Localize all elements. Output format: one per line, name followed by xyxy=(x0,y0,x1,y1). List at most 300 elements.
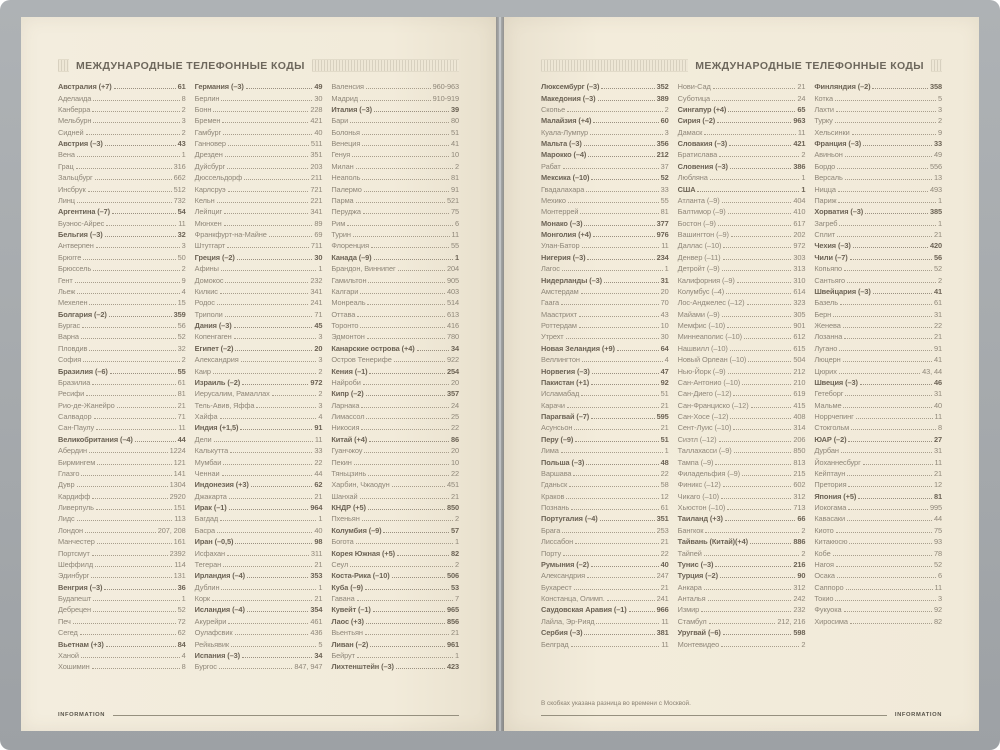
entry-name: Атланта (–9) xyxy=(677,195,720,205)
entry-name: Мехико xyxy=(541,195,566,205)
city-code-entry xyxy=(814,604,942,615)
entry-name: Мальта (–3) xyxy=(541,139,582,149)
city-code-entry xyxy=(58,343,186,354)
country-code-entry xyxy=(678,536,806,547)
entry-name: Уругвай (–6) xyxy=(677,628,721,638)
entry-name: Загреб xyxy=(814,218,838,228)
dot-leader xyxy=(838,202,936,203)
dot-leader xyxy=(847,520,932,521)
entry-name: Лихтенштейн (–3) xyxy=(331,662,394,672)
country-code-entry xyxy=(331,616,459,627)
dot-leader xyxy=(77,202,172,203)
dot-leader xyxy=(247,577,308,578)
dot-leader xyxy=(837,236,932,237)
entry-name: Джакарта xyxy=(194,491,227,501)
entry-name: Канада (–9) xyxy=(331,252,372,262)
entry-name: Перуджа xyxy=(331,207,361,217)
entry-code: 141 xyxy=(173,468,186,478)
dot-leader xyxy=(721,646,799,647)
entry-name: Бонн xyxy=(194,104,212,114)
entry-code: 357 xyxy=(446,389,460,399)
dot-leader xyxy=(744,338,791,339)
entry-name: Кобе xyxy=(814,548,831,558)
country-code-entry xyxy=(541,456,669,467)
page-spread xyxy=(21,17,979,731)
city-code-entry xyxy=(58,491,186,502)
dot-leader xyxy=(629,611,655,612)
dot-leader xyxy=(580,213,658,214)
country-code-entry xyxy=(541,81,669,92)
dot-leader xyxy=(228,191,309,192)
dot-leader xyxy=(86,134,180,135)
entry-code: 34 xyxy=(314,650,323,660)
entry-name: Калькутта xyxy=(194,446,229,456)
entry-name: Скопье xyxy=(541,104,566,114)
entry-name: Антверпен xyxy=(58,241,94,251)
dot-leader xyxy=(697,191,799,192)
dot-leader xyxy=(360,293,445,294)
entry-code: 91 xyxy=(314,423,323,433)
city-code-entry xyxy=(195,183,323,194)
dot-leader xyxy=(850,259,932,260)
dot-leader xyxy=(563,168,659,169)
entry-name: Тампа (–9) xyxy=(677,457,714,467)
dot-leader xyxy=(843,327,932,328)
entry-code: 25 xyxy=(450,412,460,422)
dot-leader xyxy=(224,225,313,226)
city-code-entry xyxy=(195,616,323,627)
entry-name: Нью-Йорк (–9) xyxy=(677,366,726,376)
city-code-entry xyxy=(678,81,806,92)
entry-name: Австрия (–3) xyxy=(58,139,103,149)
entry-name: Брюссель xyxy=(58,264,92,274)
country-code-entry xyxy=(331,661,459,672)
city-code-entry xyxy=(814,536,942,547)
city-code-entry xyxy=(678,422,806,433)
dot-leader xyxy=(374,111,449,112)
entry-code: 850 xyxy=(446,503,460,513)
city-code-entry xyxy=(814,411,942,422)
entry-code: 51 xyxy=(450,127,460,137)
entry-code: 8 xyxy=(938,423,943,433)
entry-code: 11 xyxy=(661,616,669,626)
entry-name: Китай (+4) xyxy=(331,434,368,444)
entry-code: 5 xyxy=(938,93,943,103)
entry-name: Индия (+1,5) xyxy=(194,423,239,433)
entry-code: 2 xyxy=(181,104,186,114)
dot-leader xyxy=(360,327,445,328)
entry-code: 11 xyxy=(934,582,943,592)
dot-leader xyxy=(361,429,449,430)
entry-name: Найроби xyxy=(331,377,361,387)
city-code-entry xyxy=(541,331,669,342)
city-code-entry xyxy=(195,513,323,524)
entry-name: Констанца, Олимп. xyxy=(541,594,605,604)
city-code-entry xyxy=(541,388,669,399)
entry-name: Дрезден xyxy=(194,150,223,160)
city-code-entry xyxy=(678,263,806,274)
entry-code: 2 xyxy=(938,275,943,285)
country-code-entry xyxy=(541,252,669,263)
city-code-entry xyxy=(58,468,186,479)
entry-code: 15 xyxy=(177,298,186,308)
entry-name: Турин xyxy=(331,230,351,240)
dot-leader xyxy=(93,611,176,612)
city-code-entry xyxy=(814,115,942,126)
entry-name: Кувейт (–1) xyxy=(331,605,371,615)
entry-code: 24 xyxy=(450,400,460,410)
entry-name: Гамбург xyxy=(194,127,222,137)
header-ornament-stripe xyxy=(541,59,688,72)
entry-name: Мюнхен xyxy=(194,218,222,228)
city-code-entry xyxy=(541,195,669,206)
footer-label: INFORMATION xyxy=(894,712,942,718)
entry-code: 32 xyxy=(177,230,186,240)
header-ornament-stripe xyxy=(931,59,942,72)
entry-name: Денвер (–11) xyxy=(677,252,721,262)
city-code-entry xyxy=(58,331,186,342)
entry-code: 11 xyxy=(661,639,669,649)
entry-code: 11 xyxy=(178,423,186,433)
dot-leader xyxy=(366,623,445,624)
dot-leader xyxy=(835,122,936,123)
entry-code: 423 xyxy=(446,662,460,672)
city-code-entry xyxy=(678,149,806,160)
entry-code: 81 xyxy=(450,173,460,183)
city-code-entry xyxy=(814,149,942,160)
city-code-entry xyxy=(195,559,323,570)
dot-leader xyxy=(726,293,791,294)
dot-leader xyxy=(742,475,791,476)
city-code-entry xyxy=(678,240,806,251)
country-code-entry xyxy=(58,229,186,240)
entry-code: 312 xyxy=(793,582,806,592)
dot-leader xyxy=(83,259,175,260)
dot-leader xyxy=(392,486,445,487)
dot-leader xyxy=(96,509,172,510)
country-code-entry xyxy=(541,172,669,183)
city-code-entry xyxy=(541,582,669,593)
dot-leader xyxy=(368,475,449,476)
entry-name: ЮАР (–2) xyxy=(814,434,847,444)
dot-leader xyxy=(117,407,176,408)
city-code-entry xyxy=(814,570,942,581)
dot-leader xyxy=(81,657,180,658)
city-code-entry xyxy=(331,286,459,297)
footer-rule xyxy=(541,715,887,716)
entry-code: 2 xyxy=(455,161,460,171)
entry-name: Мумбаи xyxy=(194,457,222,467)
entry-code: 232 xyxy=(793,605,806,615)
entry-code: 7 xyxy=(455,594,460,604)
dot-leader xyxy=(719,156,799,157)
dot-leader xyxy=(751,407,792,408)
city-code-entry xyxy=(331,172,459,183)
country-code-entry xyxy=(678,559,806,570)
city-code-entry xyxy=(331,149,459,160)
entry-name: Бургос xyxy=(194,662,217,672)
entry-code: 33 xyxy=(660,184,669,194)
entry-name: Александрия xyxy=(541,571,586,581)
dot-leader xyxy=(574,589,659,590)
city-code-entry xyxy=(814,513,942,524)
country-code-entry xyxy=(541,627,669,638)
entry-code: 253 xyxy=(656,525,669,535)
entry-code: 2 xyxy=(181,127,186,137)
entry-name: Бельгия (–3) xyxy=(58,230,103,240)
dot-leader xyxy=(106,646,176,647)
dot-leader xyxy=(362,179,449,180)
entry-name: Ирландия (–4) xyxy=(194,571,246,581)
city-code-entry xyxy=(331,263,459,274)
entry-code: 2 xyxy=(181,355,186,365)
entry-code: 39 xyxy=(450,104,460,114)
country-code-entry xyxy=(195,604,323,615)
header-ornament-stripe xyxy=(58,59,69,72)
entry-name: Братислава xyxy=(677,150,718,160)
dot-leader xyxy=(228,145,309,146)
city-code-entry xyxy=(814,104,942,115)
dot-leader xyxy=(367,304,445,305)
city-code-entry xyxy=(814,479,942,490)
entry-code: 341 xyxy=(310,207,323,217)
entry-code: 2 xyxy=(318,389,323,399)
entry-name: Гетеборг xyxy=(814,389,844,399)
dot-leader xyxy=(730,168,791,169)
city-code-entry xyxy=(331,161,459,172)
dot-leader xyxy=(575,441,658,442)
entry-name: Калгари xyxy=(331,286,359,296)
country-code-entry xyxy=(678,627,806,638)
dot-leader xyxy=(849,543,932,544)
entry-name: Торонто xyxy=(331,321,359,331)
entry-name: Фукуока xyxy=(814,605,842,615)
dot-leader xyxy=(848,441,932,442)
header-ornament-stripe xyxy=(312,59,459,72)
entry-name: Бургас xyxy=(58,321,81,331)
dot-leader xyxy=(94,418,176,419)
entry-code: 86 xyxy=(450,434,460,444)
dot-leader xyxy=(92,498,167,499)
dot-leader xyxy=(86,395,175,396)
dot-leader xyxy=(224,213,308,214)
city-code-entry xyxy=(678,229,806,240)
city-code-entry xyxy=(678,400,806,411)
entry-code: 212 xyxy=(793,366,806,376)
city-code-entry xyxy=(195,456,323,467)
entry-code: 58 xyxy=(660,480,669,490)
dot-leader xyxy=(383,532,449,533)
entry-name: Ирак (–1) xyxy=(194,503,227,513)
city-code-entry xyxy=(195,638,323,649)
dot-leader xyxy=(221,270,317,271)
dot-leader xyxy=(356,202,445,203)
entry-code: 21 xyxy=(450,628,460,638)
entry-code: 34 xyxy=(450,343,460,353)
city-code-entry xyxy=(814,218,942,229)
dot-leader xyxy=(212,600,312,601)
entry-code: 410 xyxy=(793,207,806,217)
city-code-entry xyxy=(195,491,323,502)
dot-leader xyxy=(220,520,316,521)
entry-code: 43, 44 xyxy=(922,366,943,376)
city-code-entry xyxy=(541,263,669,274)
entry-code: 40 xyxy=(314,525,323,535)
footer-rule xyxy=(113,715,459,716)
dot-leader xyxy=(708,600,792,601)
dot-leader xyxy=(852,134,936,135)
entry-code: 93 xyxy=(933,537,943,547)
entry-name: Париж xyxy=(814,195,837,205)
entry-name: Оттава xyxy=(331,309,356,319)
entry-name: Великобритания (–4) xyxy=(58,434,133,444)
entry-code: 511 xyxy=(310,139,323,149)
city-code-entry xyxy=(195,661,323,672)
city-code-entry xyxy=(58,297,186,308)
entry-name: Нигерия (–3) xyxy=(541,252,586,262)
entry-name: Котка xyxy=(814,93,833,103)
entry-code: 212 xyxy=(656,150,669,160)
dot-leader xyxy=(222,122,308,123)
entry-name: Гданьск xyxy=(541,480,568,490)
dot-leader xyxy=(856,418,933,419)
entry-name: Румыния (–2) xyxy=(541,559,590,569)
entry-name: Богота xyxy=(331,537,354,547)
dot-leader xyxy=(582,247,660,248)
dot-leader xyxy=(590,134,663,135)
dot-leader xyxy=(89,350,175,351)
entry-code: 27 xyxy=(933,434,943,444)
city-code-entry xyxy=(678,354,806,365)
city-code-entry xyxy=(678,127,806,138)
dot-leader xyxy=(713,88,796,89)
entry-name: Люксембург (–3) xyxy=(541,82,600,92)
city-code-entry xyxy=(58,104,186,115)
city-code-entry xyxy=(331,491,459,502)
entry-code: 2392 xyxy=(169,548,186,558)
entry-code: 960-963 xyxy=(432,82,460,92)
entry-name: Сидней xyxy=(58,127,84,137)
city-code-entry xyxy=(195,388,323,399)
entry-name: Версаль xyxy=(814,173,843,183)
entry-code: 850 xyxy=(793,446,806,456)
dot-leader xyxy=(574,429,658,430)
city-code-entry xyxy=(678,604,806,615)
entry-name: Марокко (–4) xyxy=(541,150,587,160)
entry-code: 221 xyxy=(310,195,323,205)
city-code-entry xyxy=(58,320,186,331)
entry-code: 3 xyxy=(938,104,943,114)
country-code-entry xyxy=(678,115,806,126)
country-code-entry xyxy=(678,161,806,172)
dot-leader xyxy=(229,498,313,499)
entry-name: Палермо xyxy=(331,184,362,194)
dot-leader xyxy=(748,361,791,362)
dot-leader xyxy=(350,122,449,123)
city-code-entry xyxy=(195,582,323,593)
entry-name: Басра xyxy=(194,525,216,535)
entry-name: Монреаль xyxy=(331,298,366,308)
entry-code: 64 xyxy=(660,343,669,353)
entry-code: 359 xyxy=(173,309,186,319)
entry-name: Болонья xyxy=(331,127,360,137)
entry-code: 354 xyxy=(310,605,323,615)
entry-name: Утрехт xyxy=(541,332,564,342)
dot-leader xyxy=(839,373,920,374)
entry-name: Веллингтон xyxy=(541,355,580,365)
city-code-entry xyxy=(331,229,459,240)
entry-name: Норвегия (–3) xyxy=(541,366,590,376)
country-code-entry xyxy=(814,434,942,445)
dot-leader xyxy=(227,168,308,169)
country-code-entry xyxy=(541,377,669,388)
entry-name: Инсбрук xyxy=(58,184,86,194)
codes-column-1 xyxy=(58,81,186,673)
city-code-entry xyxy=(541,104,669,115)
city-code-entry xyxy=(814,354,942,365)
dot-leader xyxy=(591,179,658,180)
entry-name: Хайфа xyxy=(194,412,218,422)
entry-code: 436 xyxy=(310,628,323,638)
entry-code: 886 xyxy=(793,537,806,547)
city-code-entry xyxy=(195,104,323,115)
entry-name: Любляна xyxy=(677,173,708,183)
country-code-entry xyxy=(195,252,323,263)
dot-leader xyxy=(114,88,176,89)
entry-name: Тайпей xyxy=(677,548,702,558)
entry-name: Канарские острова (+4) xyxy=(331,343,415,353)
dot-leader xyxy=(845,179,932,180)
entry-name: Япония (+5) xyxy=(814,491,857,501)
dot-leader xyxy=(568,202,659,203)
city-code-entry xyxy=(195,240,323,251)
dot-leader xyxy=(731,236,791,237)
city-code-entry xyxy=(678,252,806,263)
entry-name: Вьетнам (+3) xyxy=(58,639,104,649)
entry-code: 313 xyxy=(793,264,806,274)
dot-leader xyxy=(219,668,293,669)
country-code-entry xyxy=(195,502,323,513)
dot-leader xyxy=(356,168,453,169)
entry-code: 44 xyxy=(177,434,186,444)
dot-leader xyxy=(80,634,176,635)
entry-name: Лейпциг xyxy=(194,207,223,217)
entry-name: Сан-Антонио (–10) xyxy=(677,377,741,387)
entry-code: 62 xyxy=(177,628,186,638)
city-code-entry xyxy=(814,183,942,194)
entry-name: Маастрихт xyxy=(541,309,577,319)
city-code-entry xyxy=(814,559,942,570)
dot-leader xyxy=(398,270,445,271)
dot-leader xyxy=(587,577,655,578)
dot-leader xyxy=(835,600,936,601)
entry-name: Ливан (–2) xyxy=(331,639,369,649)
dot-leader xyxy=(247,611,309,612)
city-code-entry xyxy=(58,422,186,433)
entry-code: 1304 xyxy=(169,480,186,490)
country-code-entry xyxy=(541,92,669,103)
dot-leader xyxy=(567,111,663,112)
entry-name: Лахти xyxy=(814,104,834,114)
city-code-entry xyxy=(58,172,186,183)
codes-column-5 xyxy=(678,81,806,650)
city-code-entry xyxy=(331,593,459,604)
dot-leader xyxy=(75,282,180,283)
entry-code: 22 xyxy=(450,423,460,433)
entry-name: Пакистан (+1) xyxy=(541,377,590,387)
country-code-entry xyxy=(58,434,186,445)
city-code-entry xyxy=(195,627,323,638)
